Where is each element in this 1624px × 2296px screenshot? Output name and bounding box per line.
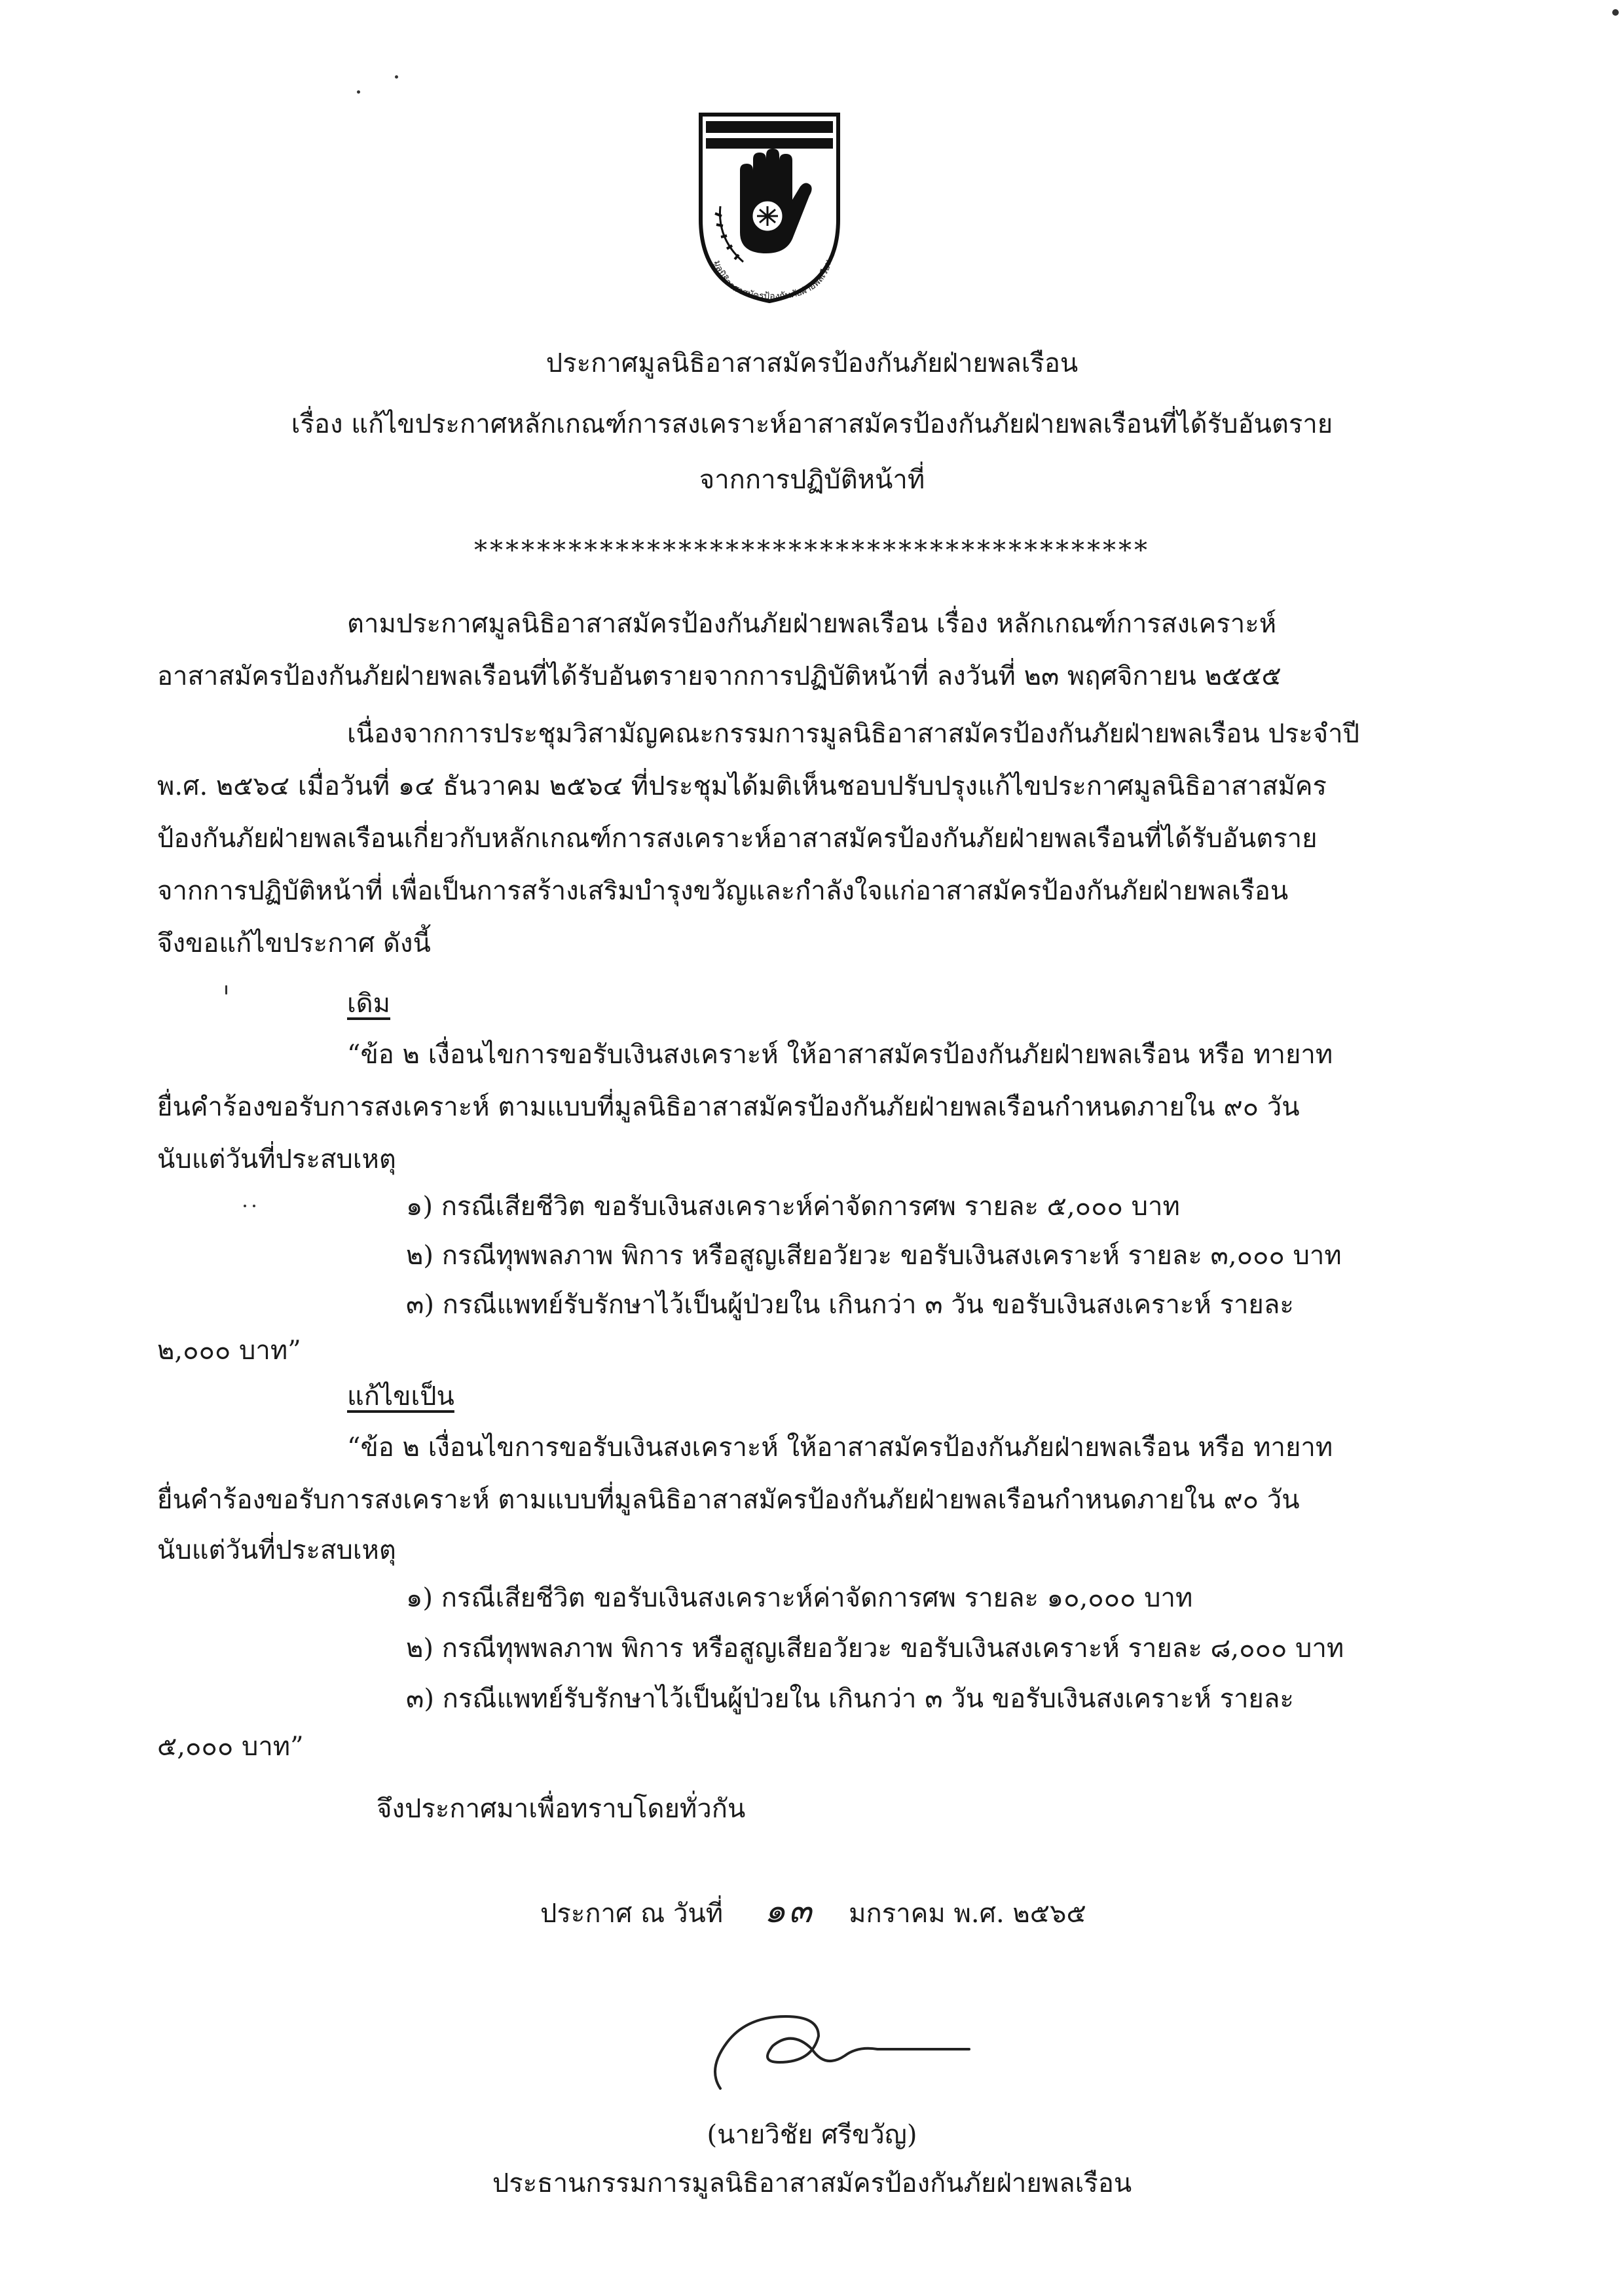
- original-item-1: ๑) กรณีเสียชีวิต ขอรับเงินสงเคราะห์ค่าจัดการศพ รายละ ๕,๐๐๐ บาท: [406, 1192, 1180, 1222]
- original-item-2: ๒) กรณีทุพพลภาพ พิการ หรือสูญเสียอวัยวะ ขอรับเงินสงเคราะห์ รายละ ๓,๐๐๐ บาท: [406, 1241, 1342, 1271]
- intro-p1-line1: ตามประกาศมูลนิธิอาสาสมัครป้องกันภัยฝ่ายพลเรือน เรื่อง หลักเกณฑ์การสงเคราะห์: [347, 609, 1277, 639]
- amended-item-2: ๒) กรณีทุพพลภาพ พิการ หรือสูญเสียอวัยวะ ขอรับเงินสงเคราะห์ รายละ ๘,๐๐๐ บาท: [406, 1633, 1344, 1664]
- intro-p2-line3: ป้องกันภัยฝ่ายพลเรือนเกี่ยวกับหลักเกณฑ์การสงเคราะห์อาสาสมัครป้องกันภัยฝ่ายพลเรือนที่ได้รับอันตราย: [157, 824, 1318, 854]
- announcement-date: [540, 1892, 1086, 1931]
- logo-arc-text: มูลนิธิอาสาสมัครป้องกันภัยฝ่ายพลเรือน: [711, 258, 834, 302]
- original-item-3-line1: ๓) กรณีแพทย์รับรักษาไว้เป็นผู้ป่วยใน เกินกว่า ๓ วัน ขอรับเงินสงเคราะห์ รายละ: [406, 1290, 1294, 1320]
- separator-asterisks: *******************************************: [474, 536, 1150, 566]
- amended-clause-line3: นับแต่วันที่ประสบเหตุ: [157, 1535, 396, 1565]
- amended-heading: แก้ไขเป็น: [347, 1381, 454, 1412]
- scan-speck: [357, 90, 360, 94]
- amended-clause-line2: ยื่นคำร้องขอรับการสงเคราะห์ ตามแบบที่มูลนิธิอาสาสมัครป้องกันภัยฝ่ายพลเรือนกำหนดภายใน ๙๐ วัน: [157, 1485, 1300, 1515]
- intro-p2-line4: จากการปฏิบัติหน้าที่ เพื่อเป็นการสร้างเสริมบำรุงขวัญและกำลังใจแก่อาสาสมัครป้องกันภัยฝ่ายพลเรือน: [157, 876, 1289, 906]
- signatory-position: ประธานกรรมการมูลนิธิอาสาสมัครป้องกันภัยฝ่ายพลเรือน: [492, 2168, 1132, 2198]
- scan-speck: [225, 985, 227, 994]
- date-month-year: มกราคม พ.ศ. ๒๕๖๕: [849, 1899, 1086, 1929]
- announcement-title: ประกาศมูลนิธิอาสาสมัครป้องกันภัยฝ่ายพลเรือน: [545, 348, 1079, 378]
- original-item-3-line2: ๒,๐๐๐ บาท”: [157, 1336, 301, 1366]
- scan-speck: [253, 1205, 255, 1207]
- announcement-subject: เรื่อง แก้ไขประกาศหลักเกณฑ์การสงเคราะห์อาสาสมัครป้องกันภัยฝ่ายพลเรือนที่ได้รับอันตราย: [291, 409, 1333, 439]
- intro-p2-line2: พ.ศ. ๒๕๖๔ เมื่อวันที่ ๑๔ ธันวาคม ๒๕๖๔ ที่ประชุมได้มติเห็นชอบปรับปรุงแก้ไขประกาศมูลนิธิอาสาสมัคร: [157, 771, 1327, 801]
- signatory-name: (นายวิชัย ศรีขวัญ): [707, 2120, 917, 2150]
- original-clause-line3: นับแต่วันที่ประสบเหตุ: [157, 1144, 396, 1175]
- original-clause-line1: “ข้อ ๒ เงื่อนไขการขอรับเงินสงเคราะห์ ให้อาสาสมัครป้องกันภัยฝ่ายพลเรือน หรือ ทายาท: [347, 1040, 1333, 1070]
- scan-speck: [1612, 9, 1619, 16]
- intro-p2-line5: จึงขอแก้ไขประกาศ ดังนี้: [157, 928, 431, 958]
- date-prefix: ประกาศ ณ วันที่: [540, 1899, 724, 1929]
- scan-speck: [395, 75, 398, 79]
- intro-p2-line1: เนื่องจากการประชุมวิสามัญคณะกรรมการมูลนิธิอาสาสมัครป้องกันภัยฝ่ายพลเรือน ประจำปี: [347, 719, 1360, 749]
- foundation-emblem-logo: [694, 108, 845, 304]
- intro-p1-line2: อาสาสมัครป้องกันภัยฝ่ายพลเรือนที่ได้รับอันตรายจากการปฏิบัติหน้าที่ ลงวันที่ ๒๓ พฤศจิกายน ๒๕๕๕: [157, 661, 1282, 691]
- handwritten-signature: [681, 1990, 982, 2108]
- date-day-handwritten: ๑๓: [764, 1891, 815, 1931]
- amended-item-3-line2: ๕,๐๐๐ บาท”: [157, 1732, 304, 1762]
- closing-statement: จึงประกาศมาเพื่อทราบโดยทั่วกัน: [377, 1794, 746, 1824]
- amended-item-1: ๑) กรณีเสียชีวิต ขอรับเงินสงเคราะห์ค่าจัดการศพ รายละ ๑๐,๐๐๐ บาท: [406, 1583, 1193, 1613]
- amended-item-3-line1: ๓) กรณีแพทย์รับรักษาไว้เป็นผู้ป่วยใน เกินกว่า ๓ วัน ขอรับเงินสงเคราะห์ รายละ: [406, 1684, 1294, 1714]
- amended-clause-line1: “ข้อ ๒ เงื่อนไขการขอรับเงินสงเคราะห์ ให้อาสาสมัครป้องกันภัยฝ่ายพลเรือน หรือ ทายาท: [347, 1432, 1333, 1463]
- original-clause-line2: ยื่นคำร้องขอรับการสงเคราะห์ ตามแบบที่มูลนิธิอาสาสมัครป้องกันภัยฝ่ายพลเรือนกำหนดภายใน ๙๐ วัน: [157, 1092, 1300, 1122]
- scan-speck: [244, 1205, 246, 1207]
- announcement-subject-cont: จากการปฏิบัติหน้าที่: [699, 465, 925, 495]
- original-heading: เดิม: [347, 989, 391, 1019]
